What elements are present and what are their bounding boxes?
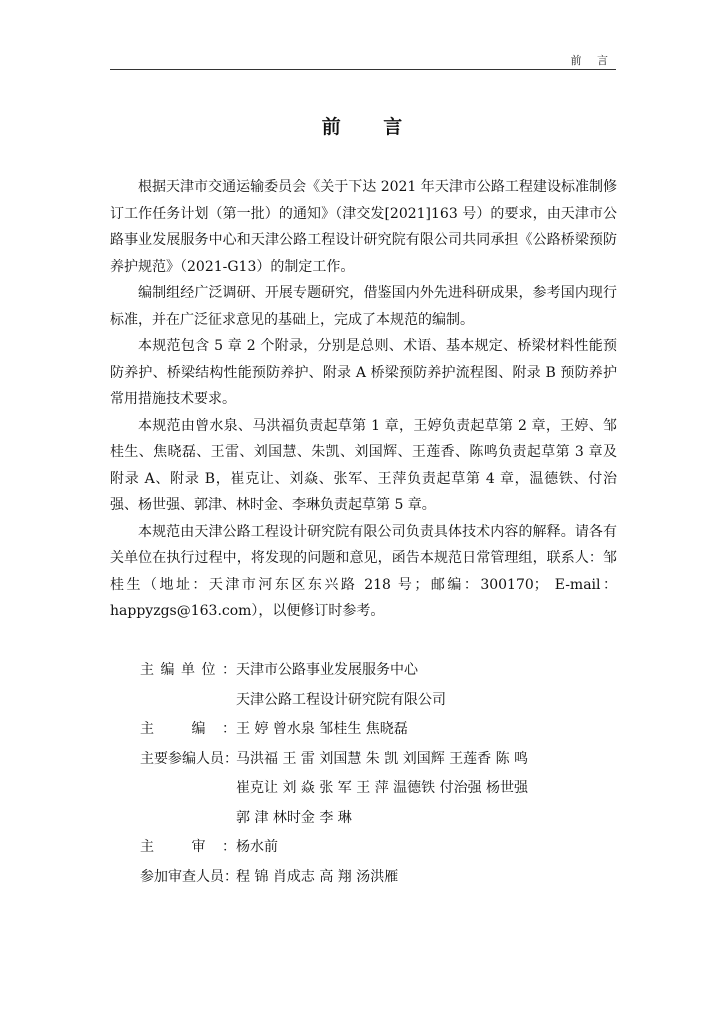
- credit-value: 王 婷 曾水泉 邹桂生 焦晓磊: [236, 721, 408, 737]
- credit-label: 主 审：: [140, 839, 236, 855]
- credits-block: [140, 656, 528, 892]
- credit-label: 主要参编人员：: [140, 750, 238, 767]
- page-title: 前 言: [321, 116, 421, 138]
- preface-body: [110, 174, 617, 625]
- credit-label: 参加审查人员：: [140, 868, 238, 885]
- credit-label: 主编单位：: [140, 662, 236, 678]
- credit-value: 程 锦 肖成志 高 翔 汤洪雁: [236, 868, 399, 885]
- credit-participants: [140, 745, 528, 775]
- paragraph-contact: 本规范由天津公路工程设计研究院有限公司负责具体技术内容的解释。请各有关单位在执行过程中，将发现的问题和意见，函告本规范日常管理组，联系人：邹桂生（地址：天津市河东区东兴路 218 号；邮编：300170； E-mail：happyzgs@163.com），以便修订时参考。: [110, 523, 617, 619]
- paragraph-research: 编制组经广泛调研、开展专题研究，借鉴国内外先进科研成果，参考国内现行标准，并在广泛征求意见的基础上，完成了本规范的编制。: [110, 285, 617, 328]
- paragraph-drafters: 本规范由曾水泉、马洪福负责起草第 1 章，王婷负责起草第 2 章，王婷、邹桂生、焦晓磊、王雷、刘国慧、朱凯、刘国辉、王莲香、陈鸣负责起草第 3 章及附录 A、附录 B，崔克让、刘焱、张军、王萍负责起草第 4 章，温德铁、付治强、杨世强、郭津、林时金、李琳负责起草第 5 章。: [110, 417, 617, 513]
- credit-value: 马洪福 王 雷 刘国慧 朱 凯 刘国辉 王莲香 陈 鸣: [236, 750, 529, 767]
- credit-reviewers: [140, 863, 528, 893]
- credit-value: 天津市公路事业发展服务中心: [236, 662, 418, 678]
- credit-label: 主 编：: [140, 721, 236, 737]
- credit-continuation: 天津公路工程设计研究院有限公司: [236, 691, 446, 708]
- credit-chief-reviewer: [140, 833, 528, 863]
- running-header: 前 言: [570, 54, 614, 67]
- credit-value: 杨水前: [236, 839, 278, 855]
- paragraph-structure: 本规范包含 5 章 2 个附录，分别是总则、术语、基本规定、桥梁材料性能预防养护、桥梁结构性能预防养护、附录 A 桥梁预防养护流程图、附录 B 预防养护常用措施技术要求。: [110, 338, 617, 407]
- credit-continuation: 郭 津 林时金 李 琳: [236, 809, 352, 826]
- credit-continuation: 崔克让 刘 焱 张 军 王 萍 温德铁 付治强 杨世强: [236, 780, 529, 796]
- header-rule: [110, 69, 616, 70]
- paragraph-mandate: 根据天津市交通运输委员会《关于下达 2021 年天津市公路工程建设标准制修订工作任务计划（第一批）的通知》（津交发[2021]163 号）的要求，由天津市公路事业发展服务中心和天津公路工程设计研究院有限公司共同承担《公路桥梁预防养护规范》（2021-G13）的制定工作。: [110, 179, 617, 275]
- credit-chief-editors: [140, 715, 528, 745]
- credit-chief-units: [140, 656, 528, 686]
